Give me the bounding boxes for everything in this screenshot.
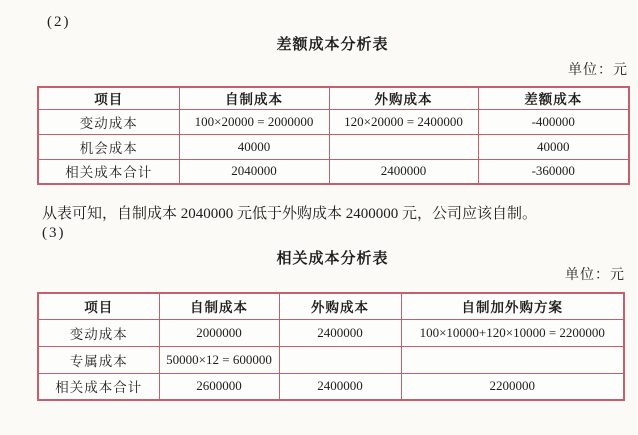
table-header-row <box>38 293 624 319</box>
column-header-buy-cost: 外购成本 <box>329 87 478 109</box>
table2-title: 相关成本分析表 <box>276 250 389 267</box>
table-row <box>38 134 629 159</box>
table-cell: 2000000 <box>159 319 279 346</box>
section-label-3: (3) <box>42 225 66 241</box>
table-row <box>38 109 629 134</box>
column-header-diff-cost: 差额成本 <box>478 87 629 109</box>
column-header-make-plus-buy: 自制加外购方案 <box>401 293 624 319</box>
table-cell: 2400000 <box>279 319 401 346</box>
table-row <box>38 346 624 373</box>
table-cell: -360000 <box>478 159 629 184</box>
column-header-item: 项目 <box>38 293 159 319</box>
table-header-row <box>38 87 629 109</box>
table1-unit-label: 单位：元 <box>568 63 628 78</box>
column-header-buy-cost: 外购成本 <box>279 293 401 319</box>
table-cell <box>329 134 478 159</box>
row-label: 机会成本 <box>38 134 179 159</box>
table-cell: 2600000 <box>159 373 279 400</box>
table-cell <box>401 346 624 373</box>
table-cell: 2040000 <box>179 159 329 184</box>
row-label: 相关成本合计 <box>38 159 179 184</box>
table-cell: 120×20000 = 2400000 <box>329 109 478 134</box>
table-cell <box>279 346 401 373</box>
conclusion-note: 从表可知，自制成本 2040000 元低于外购成本 2400000 元，公司应该自制。 <box>42 206 538 222</box>
table2-unit-label: 单位：元 <box>565 268 625 283</box>
table-row <box>38 159 629 184</box>
section-label-2: (2) <box>47 14 71 30</box>
column-header-make-cost: 自制成本 <box>159 293 279 319</box>
column-header-make-cost: 自制成本 <box>179 87 329 109</box>
table-cell: 100×20000 = 2000000 <box>179 109 329 134</box>
table-cell: 2200000 <box>401 373 624 400</box>
table-cell: 100×10000+120×10000 = 2200000 <box>401 319 624 346</box>
table-cell: 2400000 <box>329 159 478 184</box>
table1-title: 差额成本分析表 <box>276 36 389 53</box>
row-label: 变动成本 <box>38 319 159 346</box>
row-label: 专属成本 <box>38 346 159 373</box>
row-label: 变动成本 <box>38 109 179 134</box>
table-row <box>38 373 624 400</box>
table-cell: 40000 <box>179 134 329 159</box>
table-cell: -400000 <box>478 109 629 134</box>
relevant-cost-table <box>37 292 625 401</box>
differential-cost-table <box>37 86 630 185</box>
column-header-item: 项目 <box>38 87 179 109</box>
row-label: 相关成本合计 <box>38 373 159 400</box>
table-cell: 50000×12 = 600000 <box>159 346 279 373</box>
table-cell: 2400000 <box>279 373 401 400</box>
table-cell: 40000 <box>478 134 629 159</box>
table-row <box>38 319 624 346</box>
